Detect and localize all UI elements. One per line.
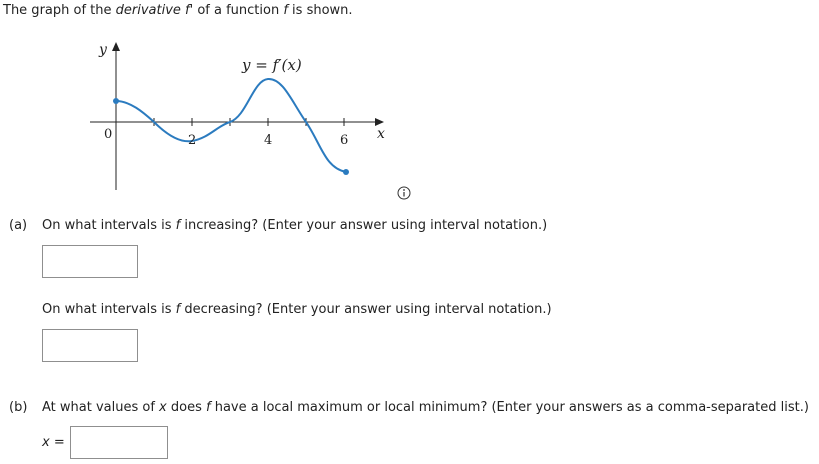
- intro-text: The graph of the: [3, 3, 116, 18]
- x-equals-label: x =: [42, 435, 65, 450]
- tick-label-0: 0: [104, 127, 113, 142]
- curve-end-point: [343, 169, 349, 175]
- extrema-answer-input[interactable]: [70, 426, 168, 459]
- intro-f: f: [283, 3, 288, 18]
- part-a-question-increasing: On what intervals is f increasing? (Enter your answer using interval notation.): [42, 218, 548, 233]
- part-b-question: At what values of x does f have a local maximum or local minimum? (Enter your answers as a comma-separated list.): [42, 400, 809, 415]
- derivative-curve: [116, 79, 349, 172]
- intro-text: of a function: [193, 3, 284, 18]
- intro-derivative: derivative f': [115, 3, 194, 18]
- derivative-graph: [85, 38, 395, 198]
- curve-label: y = f′(x): [242, 56, 302, 74]
- problem-intro: [3, 3, 353, 18]
- tick-label-6: 6: [340, 133, 349, 148]
- curve-start-point: [113, 98, 119, 104]
- y-axis-arrow: [112, 42, 120, 51]
- tick-label-4: 4: [264, 133, 273, 148]
- intro-text: is shown.: [287, 3, 353, 18]
- part-a-question-decreasing: On what intervals is f decreasing? (Enter your answer using interval notation.): [42, 302, 552, 317]
- y-axis-label: y: [99, 42, 107, 58]
- part-a-label: (a): [9, 218, 28, 233]
- x-axis-label: x: [377, 126, 385, 142]
- info-icon[interactable]: [397, 186, 411, 200]
- decreasing-answer-input[interactable]: [42, 329, 138, 362]
- tick-label-2: 2: [188, 133, 197, 148]
- part-b-label: (b): [9, 400, 28, 415]
- x-axis-arrow: [375, 118, 384, 126]
- increasing-answer-input[interactable]: [42, 245, 138, 278]
